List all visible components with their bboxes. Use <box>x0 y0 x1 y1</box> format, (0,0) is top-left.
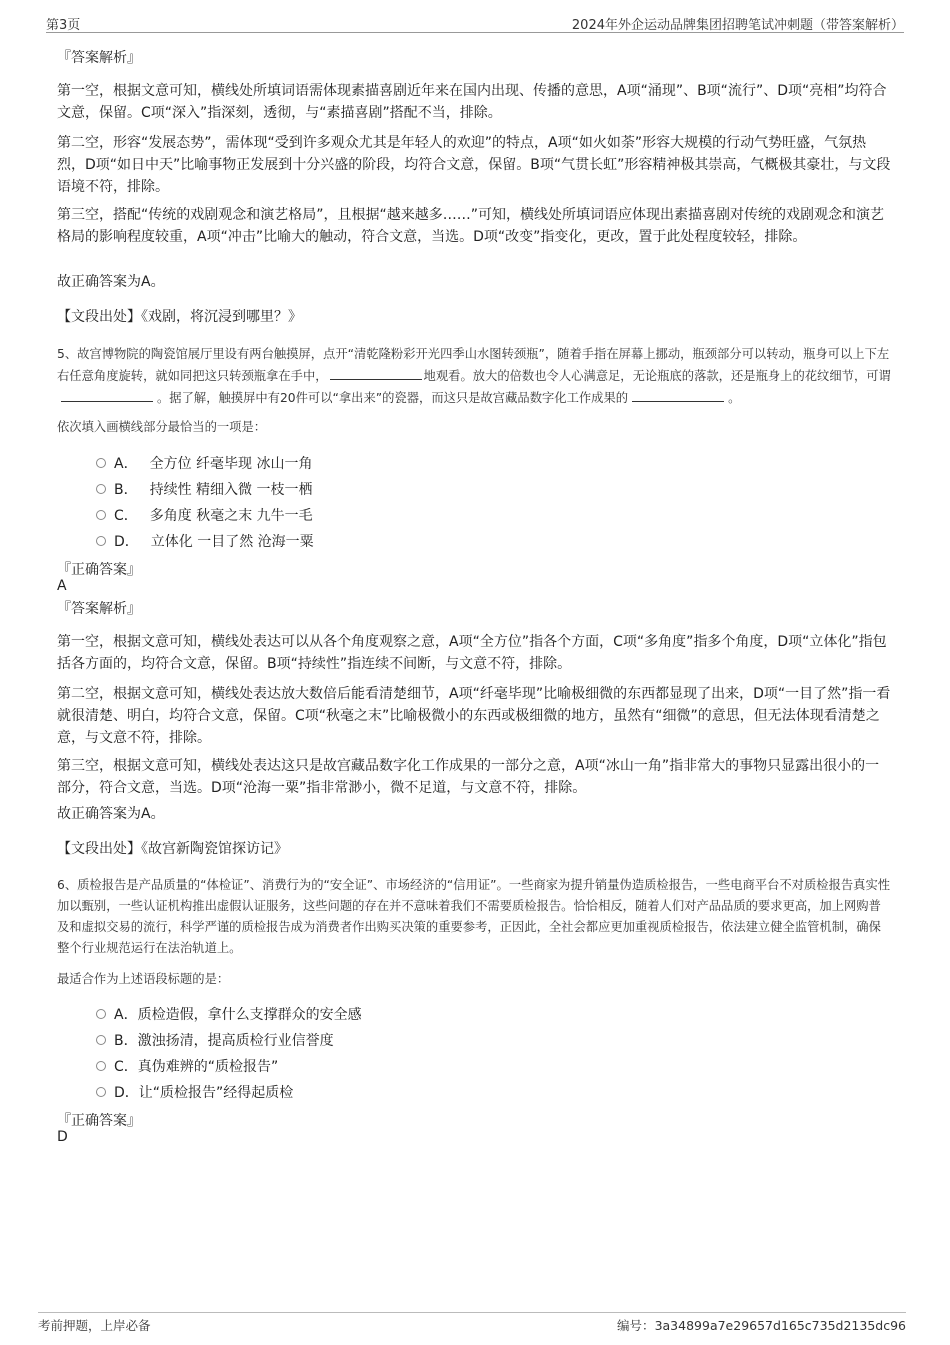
option-text: 持续性 精细入微 一枝一栖 <box>149 482 313 498</box>
page-footer <box>38 1312 906 1333</box>
stem-text: 。据了解，触摸屏中有20件可以“拿出来”的瓷器，而这只是故宫藏品数字化工作成果的 <box>157 391 629 405</box>
code-label: 编号： <box>617 1318 655 1333</box>
source-citation: 【文段出处】《故宫新陶瓷馆探访记》 <box>57 841 288 857</box>
stem-text: 地观看。放大的倍数也令人心满意足，无论瓶底的落款，还是瓶身上的花纹细节，可谓 <box>423 369 891 383</box>
analysis-paragraph: 第二空，根据文意可知，横线处表达放大数倍后能看清楚细节，A项“纤毫毕现”比喻极细微的东西都显现了出来，D项“一目了然”指一看就很清楚、明白，均符合文意，保留。C项“秋毫之末”比喻极微小的东西或极细微的地方，虽然有“细微”的意思，但无法体现看清楚之意，与文意不符，排除。 <box>57 686 891 746</box>
question-stem <box>57 344 893 409</box>
option-letter: D． <box>114 1085 139 1101</box>
question-prompt: 最适合作为上述语段标题的是： <box>57 972 230 986</box>
fill-blank <box>61 387 153 402</box>
option-letter: C． <box>114 1059 138 1075</box>
radio-icon[interactable] <box>96 1087 106 1097</box>
correct-answer-label: 『正确答案』 <box>57 1113 141 1129</box>
option-text: 真伪难辨的“质检报告” <box>137 1059 279 1075</box>
radio-icon[interactable] <box>96 1061 106 1071</box>
option-letter: B． <box>114 1033 138 1049</box>
option-text: 全方位 纤毫毕现 冰山一角 <box>149 456 313 472</box>
code-value: 3a34899a7e29657d165c735d2135dc96 <box>654 1318 906 1333</box>
analysis-paragraph: 第三空，搭配“传统的戏剧观念和演艺格局”，且根据“越来越多……”可知，横线处所填词语应体现出素描喜剧对传统的戏剧观念和演艺格局的影响程度较重，A项“冲击”比喻大的触动，符合文意，当选。D项“改变”指变化，更改，置于此处程度较轻，排除。 <box>57 207 885 245</box>
footer-slogan: 考前押题，上岸必备 <box>38 1318 151 1333</box>
fill-blank <box>632 387 724 402</box>
option-letter: C． <box>114 508 138 524</box>
option-b[interactable] <box>96 479 313 499</box>
stem-text: 。 <box>728 391 741 405</box>
option-text: 激浊扬清，提高质检行业信誉度 <box>137 1033 334 1049</box>
option-c[interactable] <box>96 1056 278 1076</box>
radio-icon[interactable] <box>96 536 106 546</box>
option-a[interactable] <box>96 453 312 473</box>
radio-icon[interactable] <box>96 510 106 520</box>
option-a[interactable] <box>96 1004 362 1024</box>
option-text: 质检造假，拿什么支撑群众的安全感 <box>137 1007 362 1023</box>
correct-answer: A <box>57 578 67 594</box>
option-c[interactable] <box>96 505 313 525</box>
analysis-label: 『答案解析』 <box>57 50 141 66</box>
page-header <box>46 14 904 33</box>
radio-icon[interactable] <box>96 1035 106 1045</box>
option-text: 让“质检报告”经得起质检 <box>138 1085 294 1101</box>
option-letter: B． <box>114 482 138 498</box>
answer-conclusion: 故正确答案为A。 <box>57 274 165 290</box>
correct-answer-label: 『正确答案』 <box>57 562 141 578</box>
option-text: 立体化 一目了然 沧海一粟 <box>150 534 314 550</box>
analysis-paragraph: 第一空，根据文意可知，横线处所填词语需体现素描喜剧近年来在国内出现、传播的意思，A项“涌现”、B项“流行”、D项“亮相”均符合文意，保留。C项“深入”指深刻，透彻，与“素描喜剧”搭配不当，排除。 <box>57 83 887 121</box>
analysis-paragraph: 第一空，根据文意可知，横线处表达可以从各个角度观察之意，A项“全方位”指各个方面，C项“多角度”指多个角度，D项“立体化”指包括各方面的，均符合文意，保留。B项“持续性”指连续不间断，与文意不符，排除。 <box>57 634 887 672</box>
option-d[interactable] <box>96 1082 293 1102</box>
stem-text: 5、故宫博物院的陶瓷馆展厅里设有两台触摸屏，点开“清乾隆粉彩开光四季山水图转颈瓶”，随着手指在屏幕上挪动，瓶颈部分可以转动，瓶身可以上下左右任意角度旋转，就如同把这只转颈瓶拿在手中， <box>57 347 890 383</box>
option-b[interactable] <box>96 1030 334 1050</box>
page-number: 第3页 <box>46 18 81 33</box>
fill-blank <box>330 365 422 380</box>
question-prompt: 依次填入画横线部分最恰当的一项是： <box>57 420 267 434</box>
option-letter: D． <box>114 534 139 550</box>
analysis-paragraph: 第二空，形容“发展态势”，需体现“受到许多观众尤其是年轻人的欢迎”的特点，A项“如火如荼”形容大规模的行动气势旺盛，气氛热烈，D项“如日中天”比喻事物正发展到十分兴盛的阶段，均符合文意，保留。B项“气贯长虹”形容精神极其崇高，气概极其豪壮，与文段语境不符，排除。 <box>57 135 891 195</box>
radio-icon[interactable] <box>96 458 106 468</box>
analysis-label: 『答案解析』 <box>57 601 141 617</box>
source-citation: 【文段出处】《戏剧，将沉浸到哪里？》 <box>57 309 302 325</box>
radio-icon[interactable] <box>96 484 106 494</box>
document-title: 2024年外企运动品牌集团招聘笔试冲刺题（带答案解析） <box>571 18 904 33</box>
correct-answer: D <box>57 1129 68 1145</box>
analysis-paragraph: 第三空，根据文意可知，横线处表达这只是故宫藏品数字化工作成果的一部分之意，A项“冰山一角”指非常大的事物只显露出很小的一部分，符合文意，当选。D项“沧海一粟”指非常渺小，微不足道，与文意不符，排除。 <box>57 758 880 796</box>
option-d[interactable] <box>96 531 314 551</box>
option-text: 多角度 秋毫之末 九牛一毛 <box>149 508 313 524</box>
document-code <box>617 1316 906 1334</box>
answer-conclusion: 故正确答案为A。 <box>57 806 165 822</box>
option-letter: A． <box>114 456 138 472</box>
option-letter: A． <box>114 1007 138 1023</box>
question-stem: 6、质检报告是产品质量的“体检证”、消费行为的“安全证”、市场经济的“信用证”。一些商家为提升销量伪造质检报告，一些电商平台不对质检报告真实性加以甄别，一些认证机构推出虚假认证服务，这些问题的存在并不意味着我们不需要质检报告。恰恰相反，随着人们对产品品质的要求更高，加上网购普及和虚拟交易的流行，科学严谨的质检报告成为消费者作出购买决策的重要参考，正因此，全社会都应更加重视质检报告，依法建立健全监管机制，确保整个行业规范运行在法治轨道上。 <box>57 878 891 955</box>
radio-icon[interactable] <box>96 1009 106 1019</box>
